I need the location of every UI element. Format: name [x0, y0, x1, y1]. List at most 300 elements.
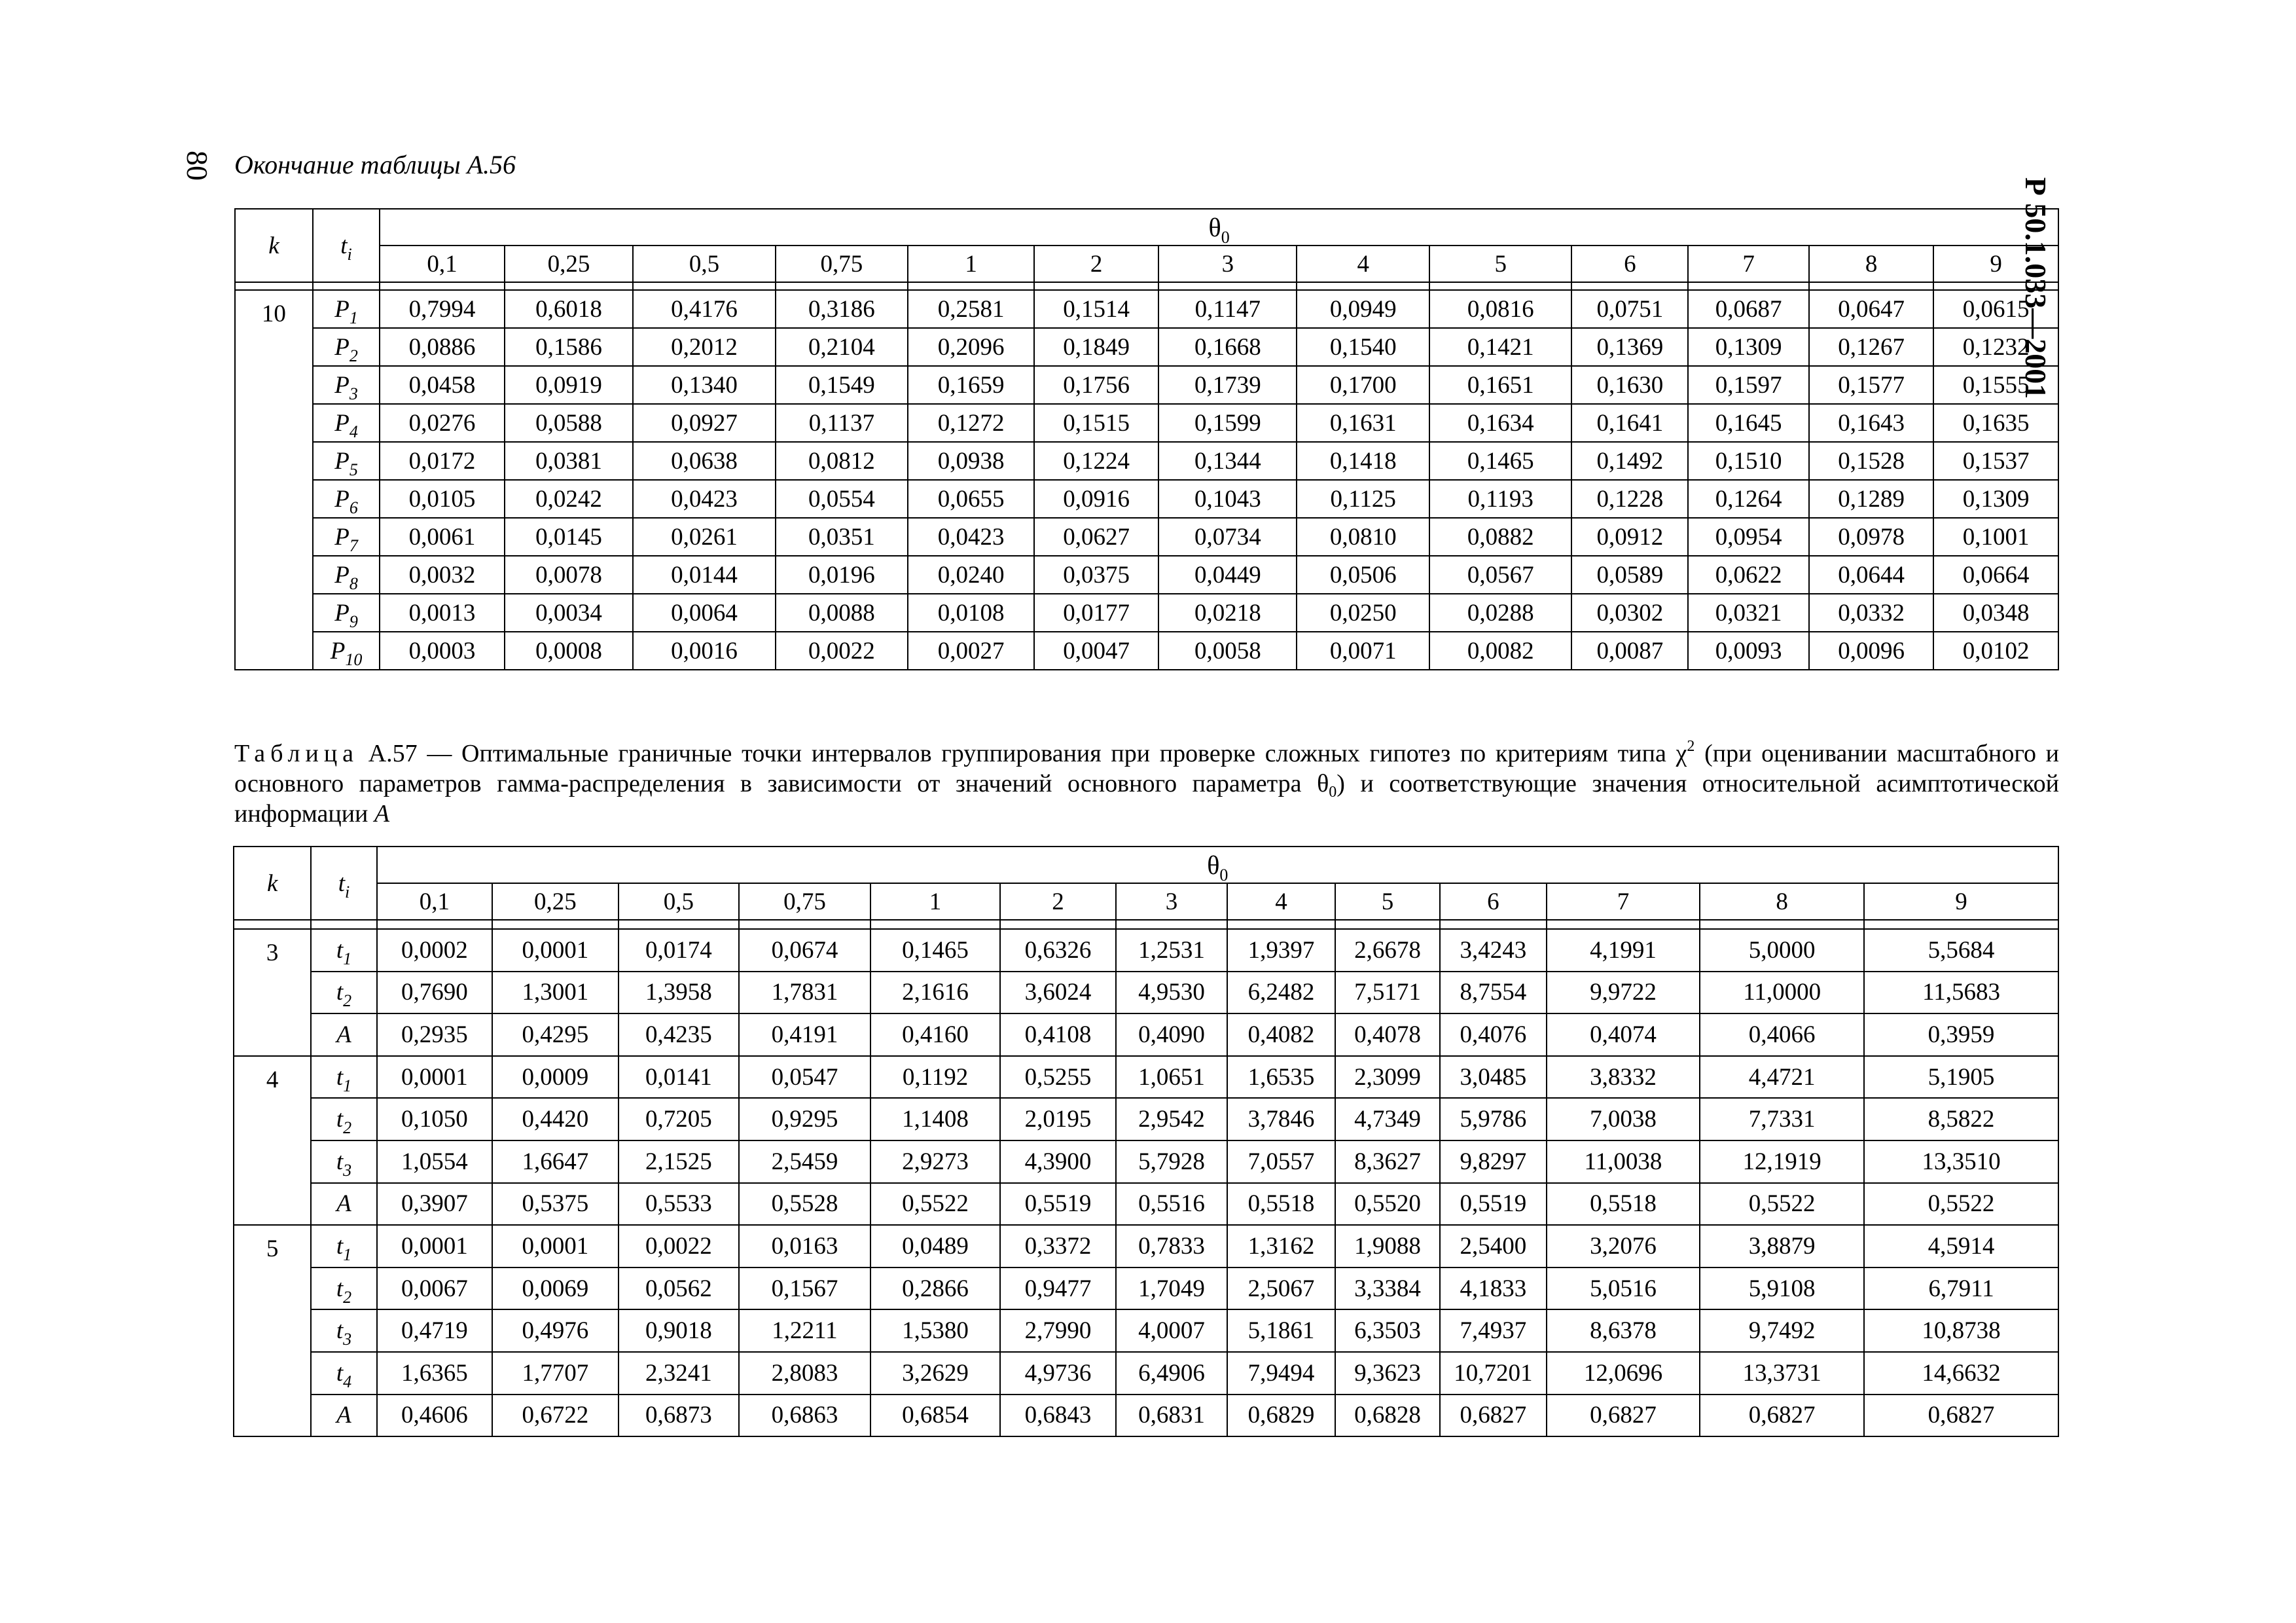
value-cell: 0,1630	[1571, 366, 1688, 404]
table-row	[234, 1183, 2058, 1226]
value-cell: 0,1651	[1429, 366, 1571, 404]
value-cell: 2,5400	[1440, 1225, 1546, 1267]
value-cell: 0,4066	[1700, 1013, 1864, 1056]
value-cell: 0,1228	[1571, 480, 1688, 518]
row-variable	[311, 1225, 376, 1267]
value-cell: 2,7990	[1000, 1309, 1116, 1352]
value-cell: 0,0622	[1688, 556, 1808, 594]
value-cell: 0,1232	[1933, 328, 2058, 366]
value-cell: 0,1555	[1933, 366, 2058, 404]
value-cell: 0,1515	[1034, 404, 1159, 442]
variable-symbol: P	[334, 371, 350, 399]
value-cell: 0,0093	[1688, 632, 1808, 670]
value-cell: 0,5375	[492, 1183, 619, 1226]
variable-symbol: P	[334, 295, 350, 323]
value-cell: 0,0589	[1571, 556, 1688, 594]
separator-row	[235, 282, 2058, 290]
value-cell: 0,0321	[1688, 594, 1808, 632]
value-cell: 0,0751	[1571, 290, 1688, 328]
row-variable	[313, 518, 380, 556]
value-cell: 0,0554	[776, 480, 908, 518]
value-cell: 0,2866	[870, 1267, 1001, 1310]
value-cell: 0,0174	[619, 929, 740, 972]
k-value: 3	[234, 929, 311, 1056]
separator-cell	[380, 282, 505, 290]
value-cell: 0,4420	[492, 1098, 619, 1140]
caption-text-2: (при оценивании масштабного и основного параметров гамма-распределения в зависимости от значений основного параметра θ	[234, 740, 2060, 797]
value-cell: 0,0734	[1158, 518, 1297, 556]
table-row	[234, 1267, 2058, 1310]
value-cell: 0,0218	[1158, 594, 1297, 632]
value-cell: 0,0087	[1571, 632, 1688, 670]
table-row	[234, 929, 2058, 972]
theta-sub: 0	[1221, 227, 1230, 246]
caption-label: Таблица	[234, 740, 359, 767]
value-cell: 5,0516	[1547, 1267, 1700, 1310]
separator-cell	[492, 920, 619, 929]
value-cell: 0,2581	[908, 290, 1034, 328]
value-cell: 10,8738	[1864, 1309, 2058, 1352]
value-cell: 2,9542	[1116, 1098, 1227, 1140]
value-cell: 0,0108	[908, 594, 1034, 632]
value-cell: 1,6365	[377, 1352, 493, 1395]
value-cell: 0,0061	[380, 518, 505, 556]
page-number: 80	[181, 151, 214, 181]
value-cell: 0,0141	[619, 1056, 740, 1099]
value-cell: 0,0547	[739, 1056, 870, 1099]
separator-cell	[1933, 282, 2058, 290]
theta-value: 0,5	[633, 246, 775, 282]
value-cell: 3,2076	[1547, 1225, 1700, 1267]
value-cell: 0,6863	[739, 1395, 870, 1437]
value-cell: 0,7690	[377, 972, 493, 1014]
value-cell: 4,4721	[1700, 1056, 1864, 1099]
value-cell: 0,0816	[1429, 290, 1571, 328]
value-cell: 0,4235	[619, 1013, 740, 1056]
t-header	[311, 847, 376, 920]
value-cell: 4,9736	[1000, 1352, 1116, 1395]
separator-cell	[377, 920, 493, 929]
value-cell: 0,1147	[1158, 290, 1297, 328]
value-cell: 0,3907	[377, 1183, 493, 1226]
value-cell: 5,7928	[1116, 1140, 1227, 1183]
value-cell: 6,7911	[1864, 1267, 2058, 1310]
theta-value: 9	[1864, 883, 2058, 920]
value-cell: 0,0064	[633, 594, 775, 632]
table-a57-caption	[234, 739, 2059, 829]
theta-value: 0,1	[377, 883, 493, 920]
value-cell: 0,0919	[505, 366, 634, 404]
theta-value: 6	[1440, 883, 1546, 920]
value-cell: 0,0567	[1429, 556, 1571, 594]
value-cell: 0,0449	[1158, 556, 1297, 594]
table-row	[234, 1225, 2058, 1267]
value-cell: 1,0651	[1116, 1056, 1227, 1099]
variable-symbol: P	[334, 561, 350, 589]
value-cell: 0,1586	[505, 328, 634, 366]
value-cell: 0,1001	[1933, 518, 2058, 556]
theta-values-row	[235, 246, 2058, 282]
row-variable	[311, 1183, 376, 1226]
table-row	[235, 480, 2058, 518]
value-cell: 0,0644	[1809, 556, 1934, 594]
value-cell: 3,8332	[1547, 1056, 1700, 1099]
value-cell: 0,0001	[377, 1056, 493, 1099]
value-cell: 0,1125	[1297, 480, 1429, 518]
value-cell: 11,0038	[1547, 1140, 1700, 1183]
value-cell: 0,4976	[492, 1309, 619, 1352]
value-cell: 1,2531	[1116, 929, 1227, 972]
theta-value: 1	[908, 246, 1034, 282]
value-cell: 4,7349	[1335, 1098, 1440, 1140]
value-cell: 0,6831	[1116, 1395, 1227, 1437]
t-header-text: t	[340, 232, 348, 259]
row-variable	[313, 480, 380, 518]
value-cell: 0,1340	[633, 366, 775, 404]
value-cell: 0,0105	[380, 480, 505, 518]
table-row	[234, 1395, 2058, 1437]
value-cell: 5,1905	[1864, 1056, 2058, 1099]
value-cell: 0,0381	[505, 442, 634, 480]
separator-cell	[1809, 282, 1934, 290]
value-cell: 0,7994	[380, 290, 505, 328]
value-cell: 0,1344	[1158, 442, 1297, 480]
value-cell: 0,0812	[776, 442, 908, 480]
value-cell: 7,4937	[1440, 1309, 1546, 1352]
variable-symbol: P	[334, 485, 350, 513]
value-cell: 0,1224	[1034, 442, 1159, 480]
value-cell: 2,9273	[870, 1140, 1001, 1183]
value-cell: 6,3503	[1335, 1309, 1440, 1352]
row-variable	[313, 632, 380, 670]
variable-subscript: 1	[343, 1076, 352, 1095]
theta-value: 6	[1571, 246, 1688, 282]
value-cell: 0,1537	[1933, 442, 2058, 480]
variable-subscript: 3	[343, 1160, 352, 1180]
value-cell: 0,1192	[870, 1056, 1001, 1099]
value-cell: 6,4906	[1116, 1352, 1227, 1395]
separator-cell	[1227, 920, 1335, 929]
variable-subscript: 5	[349, 460, 358, 479]
row-variable	[313, 556, 380, 594]
variable-symbol: A	[336, 1190, 351, 1218]
value-cell: 0,9295	[739, 1098, 870, 1140]
value-cell: 0,0022	[619, 1225, 740, 1267]
value-cell: 3,8879	[1700, 1225, 1864, 1267]
value-cell: 0,4082	[1227, 1013, 1335, 1056]
separator-cell	[235, 282, 313, 290]
value-cell: 0,0163	[739, 1225, 870, 1267]
value-cell: 0,1631	[1297, 404, 1429, 442]
caption-number: А.57	[368, 740, 418, 767]
theta-symbol: θ	[1207, 850, 1220, 880]
value-cell: 0,0196	[776, 556, 908, 594]
value-cell: 4,1833	[1440, 1267, 1546, 1310]
caption-italic-a: A	[374, 800, 390, 828]
value-cell: 0,6722	[492, 1395, 619, 1437]
row-variable	[313, 404, 380, 442]
value-cell: 0,5518	[1547, 1183, 1700, 1226]
value-cell: 0,0058	[1158, 632, 1297, 670]
variable-symbol: t	[336, 1063, 344, 1091]
theta-value: 3	[1116, 883, 1227, 920]
value-cell: 0,0954	[1688, 518, 1808, 556]
value-cell: 2,0195	[1000, 1098, 1116, 1140]
value-cell: 0,1643	[1809, 404, 1934, 442]
value-cell: 0,0001	[377, 1225, 493, 1267]
row-variable	[311, 1098, 376, 1140]
value-cell: 0,1193	[1429, 480, 1571, 518]
theta-header	[380, 209, 2058, 246]
table-row	[235, 404, 2058, 442]
value-cell: 0,5518	[1227, 1183, 1335, 1226]
k-header-text: k	[266, 869, 278, 897]
value-cell: 3,7846	[1227, 1098, 1335, 1140]
value-cell: 1,7831	[739, 972, 870, 1014]
value-cell: 0,0096	[1809, 632, 1934, 670]
value-cell: 2,5067	[1227, 1267, 1335, 1310]
value-cell: 0,0687	[1688, 290, 1808, 328]
row-variable	[311, 1395, 376, 1437]
caption-sup: 2	[1687, 738, 1695, 755]
value-cell: 0,0882	[1429, 518, 1571, 556]
value-cell: 0,1264	[1688, 480, 1808, 518]
table-a57-body	[234, 847, 2058, 1436]
value-cell: 7,5171	[1335, 972, 1440, 1014]
theta-symbol: θ	[1208, 212, 1221, 242]
value-cell: 0,6827	[1440, 1395, 1546, 1437]
value-cell: 4,1991	[1547, 929, 1700, 972]
value-cell: 0,0034	[505, 594, 634, 632]
value-cell: 9,8297	[1440, 1140, 1546, 1183]
value-cell: 0,1309	[1933, 480, 2058, 518]
value-cell: 0,0655	[908, 480, 1034, 518]
value-cell: 3,0485	[1440, 1056, 1546, 1099]
value-cell: 0,1659	[908, 366, 1034, 404]
value-cell: 12,1919	[1700, 1140, 1864, 1183]
t-header	[313, 209, 380, 282]
value-cell: 0,0638	[633, 442, 775, 480]
value-cell: 6,2482	[1227, 972, 1335, 1014]
separator-cell	[739, 920, 870, 929]
value-cell: 9,7492	[1700, 1309, 1864, 1352]
table-a56-body	[235, 209, 2058, 670]
value-cell: 0,0423	[633, 480, 775, 518]
separator-cell	[1440, 920, 1546, 929]
value-cell: 0,0022	[776, 632, 908, 670]
value-cell: 0,0240	[908, 556, 1034, 594]
value-cell: 13,3510	[1864, 1140, 2058, 1183]
value-cell: 3,3384	[1335, 1267, 1440, 1310]
table-row	[234, 1013, 2058, 1056]
value-cell: 0,3372	[1000, 1225, 1116, 1267]
theta-value: 1	[870, 883, 1001, 920]
value-cell: 5,5684	[1864, 929, 2058, 972]
table-a56-continuation	[234, 208, 2059, 670]
caption-text-3: ) и соответствующие значения относительной асимптотической информации	[234, 770, 2059, 828]
value-cell: 0,4719	[377, 1309, 493, 1352]
separator-cell	[1335, 920, 1440, 929]
value-cell: 0,6827	[1864, 1395, 2058, 1437]
variable-subscript: 2	[343, 1118, 352, 1138]
value-cell: 4,5914	[1864, 1225, 2058, 1267]
value-cell: 7,0038	[1547, 1098, 1700, 1140]
theta-value: 5	[1335, 883, 1440, 920]
table-row	[235, 632, 2058, 670]
value-cell: 5,9786	[1440, 1098, 1546, 1140]
separator-cell	[1700, 920, 1864, 929]
value-cell: 2,5459	[739, 1140, 870, 1183]
variable-symbol: P	[334, 599, 350, 627]
value-cell: 0,2104	[776, 328, 908, 366]
separator-cell	[505, 282, 634, 290]
value-cell: 3,6024	[1000, 972, 1116, 1014]
value-cell: 10,7201	[1440, 1352, 1546, 1395]
value-cell: 0,0078	[505, 556, 634, 594]
value-cell: 0,1418	[1297, 442, 1429, 480]
value-cell: 0,5520	[1335, 1183, 1440, 1226]
value-cell: 0,0145	[505, 518, 634, 556]
theta-value: 0,5	[619, 883, 740, 920]
value-cell: 7,9494	[1227, 1352, 1335, 1395]
value-cell: 0,0069	[492, 1267, 619, 1310]
value-cell: 0,0458	[380, 366, 505, 404]
value-cell: 2,6678	[1335, 929, 1440, 972]
separator-row	[234, 920, 2058, 929]
value-cell: 0,1540	[1297, 328, 1429, 366]
value-cell: 1,7707	[492, 1352, 619, 1395]
row-variable	[313, 290, 380, 328]
value-cell: 0,5522	[1700, 1183, 1864, 1226]
value-cell: 0,0627	[1034, 518, 1159, 556]
value-cell: 12,0696	[1547, 1352, 1700, 1395]
value-cell: 0,6827	[1547, 1395, 1700, 1437]
variable-symbol: P	[334, 447, 350, 475]
table-row	[235, 290, 2058, 328]
value-cell: 0,6873	[619, 1395, 740, 1437]
value-cell: 0,1849	[1034, 328, 1159, 366]
value-cell: 0,1369	[1571, 328, 1688, 366]
value-cell: 0,0027	[908, 632, 1034, 670]
table-a57	[233, 846, 2059, 1437]
value-cell: 0,4074	[1547, 1013, 1700, 1056]
variable-subscript: 1	[343, 1245, 352, 1264]
value-cell: 0,1567	[739, 1267, 870, 1310]
row-variable	[311, 929, 376, 972]
theta-sub: 0	[1219, 865, 1229, 883]
table-row	[234, 1140, 2058, 1183]
value-cell: 0,6326	[1000, 929, 1116, 972]
value-cell: 8,6378	[1547, 1309, 1700, 1352]
caption-text-1: — Оптимальные граничные точки интервалов группирования при проверке сложных гипотез по критериям типа χ	[417, 740, 1687, 767]
variable-subscript: 2	[343, 991, 352, 1011]
value-cell: 0,0261	[633, 518, 775, 556]
value-cell: 1,3958	[619, 972, 740, 1014]
value-cell: 0,4078	[1335, 1013, 1440, 1056]
value-cell: 0,7833	[1116, 1225, 1227, 1267]
value-cell: 0,0001	[492, 1225, 619, 1267]
value-cell: 0,6828	[1335, 1395, 1440, 1437]
value-cell: 0,0423	[908, 518, 1034, 556]
value-cell: 0,1549	[776, 366, 908, 404]
value-cell: 0,0664	[1933, 556, 2058, 594]
table-row	[235, 366, 2058, 404]
k-value: 5	[234, 1225, 311, 1436]
theta-value: 8	[1700, 883, 1864, 920]
value-cell: 1,3162	[1227, 1225, 1335, 1267]
variable-subscript: 4	[343, 1372, 352, 1391]
value-cell: 0,3186	[776, 290, 908, 328]
row-variable	[313, 328, 380, 366]
value-cell: 4,0007	[1116, 1309, 1227, 1352]
separator-cell	[234, 920, 311, 929]
value-cell: 0,0016	[633, 632, 775, 670]
value-cell: 0,5519	[1440, 1183, 1546, 1226]
value-cell: 0,1739	[1158, 366, 1297, 404]
value-cell: 0,0102	[1933, 632, 2058, 670]
value-cell: 0,0002	[377, 929, 493, 972]
variable-symbol: t	[336, 1148, 344, 1175]
table-row	[235, 442, 2058, 480]
value-cell: 1,6647	[492, 1140, 619, 1183]
value-cell: 1,0554	[377, 1140, 493, 1183]
value-cell: 0,1597	[1688, 366, 1808, 404]
k-header	[234, 847, 311, 920]
value-cell: 13,3731	[1700, 1352, 1864, 1395]
variable-symbol: A	[336, 1021, 351, 1048]
value-cell: 0,2012	[633, 328, 775, 366]
value-cell: 0,1421	[1429, 328, 1571, 366]
row-variable	[311, 1309, 376, 1352]
theta-value: 0,25	[492, 883, 619, 920]
variable-symbol: P	[334, 523, 350, 551]
value-cell: 0,1668	[1158, 328, 1297, 366]
variable-subscript: 2	[349, 346, 358, 365]
variable-symbol: P	[334, 333, 350, 361]
value-cell: 0,0242	[505, 480, 634, 518]
value-cell: 3,2629	[870, 1352, 1001, 1395]
separator-cell	[1000, 920, 1116, 929]
k-value: 10	[235, 290, 313, 670]
variable-symbol: t	[336, 1275, 344, 1302]
t-header-sub: i	[347, 244, 352, 264]
value-cell: 0,0647	[1809, 290, 1934, 328]
variable-subscript: 1	[349, 308, 358, 327]
value-cell: 1,9397	[1227, 929, 1335, 972]
value-cell: 0,0071	[1297, 632, 1429, 670]
table-row	[235, 594, 2058, 632]
value-cell: 0,4076	[1440, 1013, 1546, 1056]
theta-header	[377, 847, 2058, 883]
variable-subscript: 2	[343, 1287, 352, 1307]
row-variable	[313, 442, 380, 480]
variable-symbol: P	[330, 637, 346, 665]
value-cell: 0,4090	[1116, 1013, 1227, 1056]
variable-subscript: 3	[343, 1330, 352, 1349]
separator-cell	[313, 282, 380, 290]
value-cell: 1,2211	[739, 1309, 870, 1352]
separator-cell	[1547, 920, 1700, 929]
value-cell: 0,4191	[739, 1013, 870, 1056]
separator-cell	[1688, 282, 1808, 290]
row-variable	[311, 1140, 376, 1183]
value-cell: 0,5522	[1864, 1183, 2058, 1226]
theta-value: 4	[1227, 883, 1335, 920]
value-cell: 0,0013	[380, 594, 505, 632]
value-cell: 0,0067	[377, 1267, 493, 1310]
value-cell: 9,9722	[1547, 972, 1700, 1014]
value-cell: 3,4243	[1440, 929, 1546, 972]
